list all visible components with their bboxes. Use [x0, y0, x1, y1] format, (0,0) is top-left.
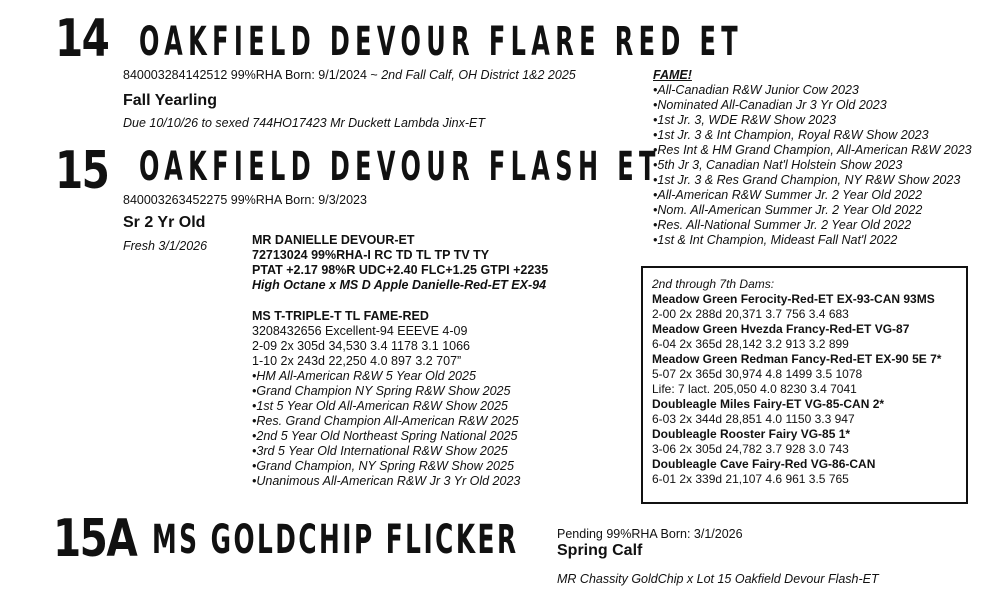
dam-award: •1st 5 Year Old All-American R&W Show 2025	[252, 399, 508, 413]
fame-item: •Res Int & HM Grand Champion, All-American R&W 2023	[653, 143, 972, 157]
sire-name: MR DANIELLE DEVOUR-ET	[252, 233, 415, 247]
lot-14-number: 14	[55, 9, 109, 69]
sire-block	[252, 233, 548, 293]
fame-item: •1st Jr. 3 & Res Grand Champion, NY R&W Show 2023	[653, 173, 961, 187]
fame-item: •1st & Int Champion, Mideast Fall Nat'l 2022	[653, 233, 898, 247]
fame-item: •Nom. All-American Summer Jr. 2 Year Old 2022	[653, 203, 923, 217]
lot-14-award: 2nd Fall Calf, OH District 1&2 2025	[381, 68, 576, 82]
dam-entry-record: 5-07 2x 365d 30,974 4.8 1499 3.5 1078	[652, 367, 863, 381]
dam-award: •3rd 5 Year Old International R&W Show 2025	[252, 444, 508, 458]
lot-15-fresh: Fresh 3/1/2026	[123, 239, 208, 253]
lot-15-number: 15	[55, 141, 109, 201]
dam-line: 3208432656 Excellent-94 EEEVE 4-09	[252, 324, 468, 338]
sire-line: PTAT +2.17 98%R UDC+2.40 FLC+1.25 GTPI +2235	[252, 263, 549, 277]
lot-14-note: Due 10/10/26 to sexed 744HO17423 Mr Duckett Lambda Jinx-ET	[123, 116, 486, 130]
dam-entry-name: Doubleagle Cave Fairy-Red VG-86-CAN	[652, 457, 876, 471]
lot-14-name: OAKFIELD DEVOUR FLARE RED ET	[139, 19, 744, 65]
dam-entry-name: Meadow Green Redman Fancy-Red-ET EX-90 5E 7*	[652, 352, 942, 366]
dam-entry-record: 6-04 2x 365d 28,142 3.2 913 3.2 899	[652, 337, 849, 351]
fame-item: •5th Jr 3, Canadian Nat'l Holstein Show 2023	[653, 158, 903, 172]
fame-item: •All-American R&W Summer Jr. 2 Year Old 2022	[653, 188, 923, 202]
dam-entry-record: 6-03 2x 344d 28,851 4.0 1150 3.3 947	[652, 412, 855, 426]
dam-entry-name: Doubleagle Miles Fairy-ET VG-85-CAN 2*	[652, 397, 885, 411]
dam-entry-record: 6-01 2x 339d 21,107 4.6 961 3.5 765	[652, 472, 849, 486]
dam-line: 1-10 2x 243d 22,250 4.0 897 3.2 707”	[252, 354, 462, 368]
lot-15-class: Sr 2 Yr Old	[123, 214, 206, 231]
dam-award: •Unanimous All-American R&W Jr 3 Yr Old 2023	[252, 474, 521, 488]
lot-15a-number: 15A	[53, 509, 137, 569]
dams-title: 2nd through 7th Dams:	[652, 277, 775, 291]
fame-item: •All-Canadian R&W Junior Cow 2023	[653, 83, 859, 97]
dam-award: •2nd 5 Year Old Northeast Spring National 2025	[252, 429, 518, 443]
dams-box	[641, 266, 968, 504]
lot-14-class: Fall Yearling	[123, 92, 217, 109]
fame-item: •Nominated All-Canadian Jr 3 Yr Old 2023	[653, 98, 887, 112]
fame-title: FAME!	[653, 68, 692, 82]
lot-14-id-born: 840003284142512 99%RHA Born: 9/1/2024 ~	[123, 68, 382, 82]
dam-entry-record: 3-06 2x 305d 24,782 3.7 928 3.0 743	[652, 442, 849, 456]
lot-15a-note: MR Chassity GoldChip x Lot 15 Oakfield Devour Flash-ET	[557, 572, 879, 586]
dam-name: MS T-TRIPLE-T TL FAME-RED	[252, 309, 429, 323]
dam-award: •Grand Champion, NY Spring R&W Show 2025	[252, 459, 514, 473]
fame-item: •1st Jr. 3 & Int Champion, Royal R&W Show 2023	[653, 128, 929, 142]
dam-award: •HM All-American R&W 5 Year Old 2025	[252, 369, 476, 383]
lot-15a-name: MS GOLDCHIP FLICKER	[152, 517, 519, 563]
sire-line: 72713024 99%RHA-I RC TD TL TP TV TY	[252, 248, 490, 262]
fame-list	[653, 68, 972, 248]
lot-15-info: 840003263452275 99%RHA Born: 9/3/2023	[123, 193, 367, 207]
lot-15-name: OAKFIELD DEVOUR FLASH ET	[139, 144, 661, 190]
dam-entry-name: Meadow Green Hvezda Francy-Red-ET VG-87	[652, 322, 910, 336]
dam-award: •Grand Champion NY Spring R&W Show 2025	[252, 384, 511, 398]
dam-line: 2-09 2x 305d 34,530 3.4 1178 3.1 1066	[252, 339, 471, 353]
sire-pedigree: High Octane x MS D Apple Danielle-Red-ET EX-94	[252, 278, 547, 292]
dam-entry-record: Life: 7 lact. 205,050 4.0 8230 3.4 7041	[652, 382, 857, 396]
dam-entry-name: Doubleagle Rooster Fairy VG-85 1*	[652, 427, 851, 441]
lot-15a-info: Pending 99%RHA Born: 3/1/2026	[557, 527, 743, 541]
lot-14-info	[123, 68, 576, 83]
dam-entry-name: Meadow Green Ferocity-Red-ET EX-93-CAN 93MS	[652, 292, 935, 306]
fame-item: •1st Jr. 3, WDE R&W Show 2023	[653, 113, 837, 127]
dam-block	[252, 309, 520, 489]
lot-15a-class: Spring Calf	[557, 542, 643, 559]
dam-award: •Res. Grand Champion All-American R&W 2025	[252, 414, 519, 428]
dam-entry-record: 2-00 2x 288d 20,371 3.7 756 3.4 683	[652, 307, 849, 321]
fame-item: •Res. All-National Summer Jr. 2 Year Old 2022	[653, 218, 912, 232]
